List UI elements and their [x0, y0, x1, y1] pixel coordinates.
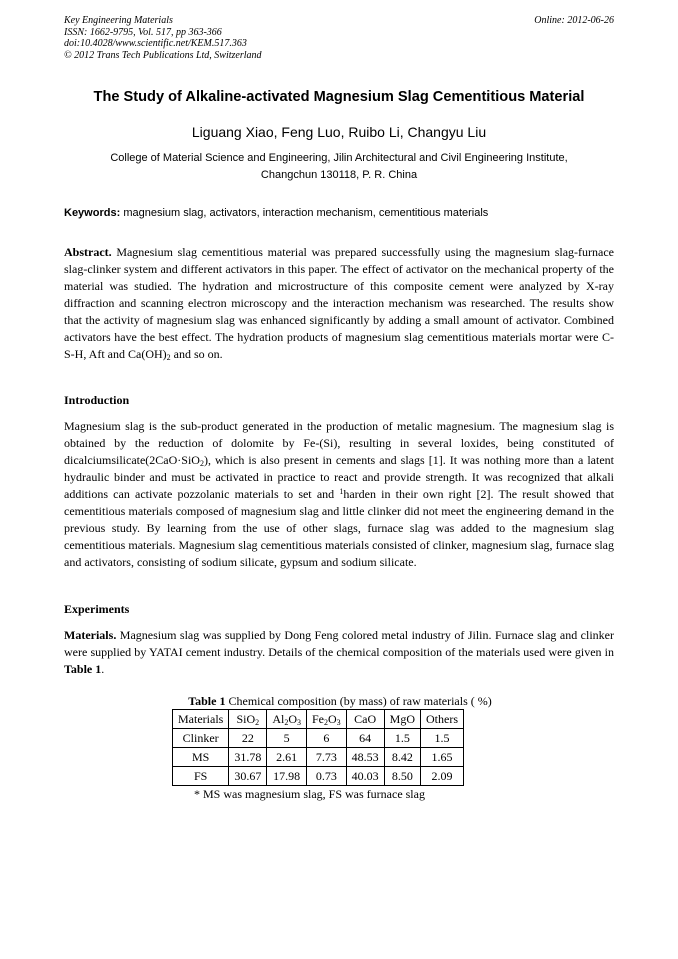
materials-text: Magnesium slag was supplied by Dong Feng colored metal industry of Jilin. Furnace slag and clinker were supplied by YATAI cement industry. Details of the chemical composition of the materials used were given in: [64, 628, 614, 659]
intro-subscript: 2: [199, 459, 204, 468]
journal-name: Key Engineering Materials: [64, 15, 173, 26]
header-fe2o3-sub2: 3: [336, 717, 341, 727]
table-cell: 48.53: [346, 748, 384, 767]
online-date: Online: 2012-06-26: [534, 15, 614, 26]
doi-line: doi:10.4028/www.scientific.net/KEM.517.363: [64, 38, 247, 49]
header-cao: CaO: [346, 710, 384, 729]
abstract: [64, 244, 614, 363]
issn-line: ISSN: 1662-9795, Vol. 517, pp 363-366: [64, 26, 222, 38]
author-list: Liguang Xiao, Feng Luo, Ruibo Li, Changyu Liu: [191, 124, 487, 140]
table-row: [173, 729, 464, 748]
abstract-label: Abstract.: [64, 245, 112, 259]
table-cell: 17.98: [267, 767, 307, 786]
header-al2o3-part1: Al: [272, 711, 285, 726]
affiliation: [64, 150, 614, 184]
affiliation-line-1: College of Material Science and Engineering, Jilin Architectural and Civil Engineering Institute,: [110, 152, 568, 164]
journal-header: [64, 15, 262, 61]
header-others: Others: [421, 710, 464, 729]
table-row: [173, 767, 464, 786]
table-cell: 2.09: [421, 767, 464, 786]
table-reference: Table 1: [64, 662, 102, 676]
header-fe2o3-part1: Fe: [312, 711, 324, 726]
table-header-row: [173, 710, 464, 729]
header-sio2-base: SiO: [236, 711, 256, 726]
experiments-heading: Experiments: [64, 602, 130, 616]
table-cell: 40.03: [346, 767, 384, 786]
table-cell: FS: [173, 767, 229, 786]
materials-end: .: [101, 662, 105, 676]
table-cell: 22: [229, 729, 267, 748]
table-cell: MS: [173, 748, 229, 767]
table-caption-text: Chemical composition (by mass) of raw materials ( %): [225, 694, 492, 708]
table-cell: Clinker: [173, 729, 229, 748]
table-cell: 30.67: [229, 767, 267, 786]
chemical-composition-table: [172, 709, 464, 786]
table-cell: 2.61: [267, 748, 307, 767]
keywords: [64, 207, 614, 219]
abstract-text: Magnesium slag cementitious material was prepared successfully using the magnesium slag-furnace slag-clinker system and different activators in this paper. The effect of activator on the mechanical property of the material was studied. The hydration and microstructure of this composite cement were analyzed by X-ray diffraction and scanning electron microscopy and the interaction mechanism was researched. The results show that the activity of magnesium slag was enhanced significantly by adding a small amount of activator. Combined activators have the best effect. The hydration products of magnesium slag cementitious materials mortar were C-S-H, Aft and Ca(OH): [64, 245, 614, 361]
intro-text-2: ), which is also present in cements and slags [1]. It was nothing more than a latent hydraulic binder and must be activated in practice to react and provide strength. It was recognized that alkali additions can activate pozzolanic materials to set and: [64, 453, 614, 501]
table-caption: [140, 694, 540, 709]
table-cell: 6: [307, 729, 347, 748]
header-al2o3-sub1: 2: [284, 717, 289, 727]
table-cell: 1.5: [384, 729, 420, 748]
intro-text-1: Magnesium slag is the sub-product generated in the production of metalic magnesium. The magnesium slag is obtained by the reduction of dolomite by Fe-(Si), resulting in several loxides, being constituted of dicalciumsilicate(2CaO·SiO: [64, 419, 614, 467]
table-cell: 64: [346, 729, 384, 748]
table-cell: 5: [267, 729, 307, 748]
paper-title: The Study of Alkaline-activated Magnesium Slag Cementitious Material: [93, 89, 585, 105]
header-fe2o3-sub1: 2: [324, 717, 328, 727]
table-footnote: * MS was magnesium slag, FS was furnace slag: [194, 787, 425, 801]
table-cell: 0.73: [307, 767, 347, 786]
header-fe2o3-part2: O: [328, 711, 337, 726]
header-mgo: MgO: [384, 710, 420, 729]
abstract-subscript: 2: [166, 353, 171, 362]
table-cell: 1.65: [421, 748, 464, 767]
header-sio2-sub: 2: [255, 717, 260, 727]
table-cell: 31.78: [229, 748, 267, 767]
table-cell: 8.50: [384, 767, 420, 786]
copyright-line: © 2012 Trans Tech Publications Ltd, Switzerland: [64, 49, 262, 61]
header-materials: Materials: [173, 710, 229, 729]
table-caption-label: Table 1: [188, 694, 226, 708]
introduction-heading: Introduction: [64, 393, 130, 407]
materials-paragraph: [64, 627, 614, 678]
header-al2o3-sub2: 3: [297, 717, 301, 727]
introduction-paragraph: [64, 418, 614, 571]
materials-label: Materials.: [64, 628, 117, 642]
header-al2o3: [267, 710, 307, 729]
table-cell: 7.73: [307, 748, 347, 767]
keywords-text: magnesium slag, activators, interaction mechanism, cementitious materials: [123, 207, 489, 219]
intro-superscript: 1: [339, 487, 344, 496]
abstract-tail: and so on.: [170, 347, 223, 361]
table-row: [173, 748, 464, 767]
keywords-label: Keywords:: [64, 207, 121, 219]
header-al2o3-part2: O: [288, 711, 297, 726]
header-sio2: [229, 710, 267, 729]
table-cell: 1.5: [421, 729, 464, 748]
intro-text-3: harden in their own right [2]. The result showed that cementitious materials composed of magnesium slag and little clinker did not meet the engineering demand in the previous study. By learning from the use of other slags, furnace slag was added to the magnesium slag cementitious materials. Magnesium slag cementitious materials consisted of clinker, magnesium slag, furnace slag and activators, consisting of sodium silicate, gypsum and sodium silicate.: [64, 487, 614, 569]
affiliation-line-2: Changchun 130118, P. R. China: [260, 169, 418, 181]
header-fe2o3: [307, 710, 347, 729]
table-cell: 8.42: [384, 748, 420, 767]
